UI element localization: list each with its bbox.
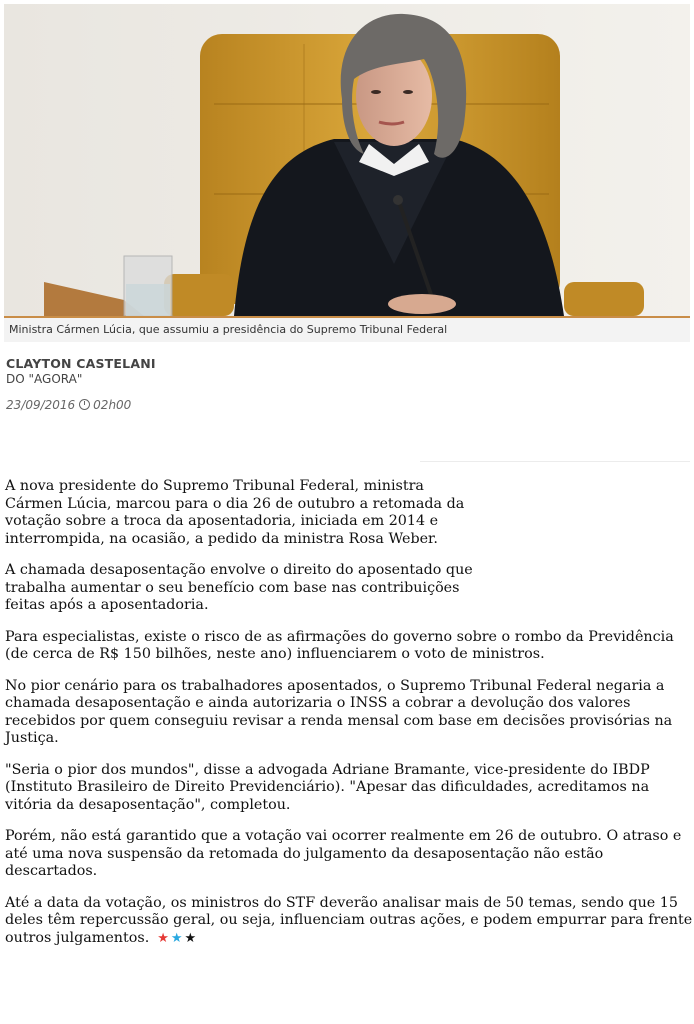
clock-icon xyxy=(79,399,90,410)
article-paragraph: A chamada desaposentação envolve o direito do aposentado que trabalha aumentar o seu benefício com base nas contribuições feitas após a aposentadoria. xyxy=(5,562,473,613)
byline xyxy=(6,356,156,386)
publish-datetime xyxy=(6,398,131,412)
blue-star-icon: ★ xyxy=(170,930,185,946)
article-paragraph-text: Até a data da votação, os ministros do STF deverão analisar mais de 50 temas, sendo que 15 deles têm repercussão geral, ou seja, influenciam outras ações, e podem empurrar para frente outros julgamentos. xyxy=(5,894,693,946)
photo-illustration xyxy=(4,4,690,316)
article-paragraph: Para especialistas, existe o risco de as afirmações do governo sobre o rombo da Previdência (de cerca de R$ 150 bilhões, neste ano) influenciarem o voto de ministros. xyxy=(5,628,674,662)
author-name: CLAYTON CASTELANI xyxy=(6,356,156,371)
photo-caption: Ministra Cármen Lúcia, que assumiu a presidência do Supremo Tribunal Federal xyxy=(9,323,448,336)
article-photo xyxy=(4,4,690,316)
publish-date: 23/09/2016 xyxy=(6,398,76,412)
article-paragraph xyxy=(5,895,693,948)
end-marks xyxy=(157,931,198,946)
publish-time: 02h00 xyxy=(93,398,132,412)
article-paragraph: Porém, não está garantido que a votação vai ocorrer realmente em 26 de outubro. O atraso e até uma nova suspensão da retomada do julgamento da desaposentação não estão descartados. xyxy=(5,828,682,879)
red-star-icon: ★ xyxy=(157,930,171,946)
article-paragraph: "Seria o pior dos mundos", disse a advogada Adriane Bramante, vice-presidente do IBDP (Instituto Brasileiro de Direito Previdenciário). "Apesar das dificuldades, acreditamos na vitória da desaposentação", completou. xyxy=(5,761,650,813)
article-paragraph: A nova presidente do Supremo Tribunal Federal, ministra Cármen Lúcia, marcou para o dia 26 de outubro a retomada da votação sobre a troca da aposentadoria, iniciada em 2014 e interrompida, na ocasião, a pedido da ministra Rosa Weber. xyxy=(5,478,465,547)
author-source: DO "AGORA" xyxy=(6,372,83,386)
article-body xyxy=(5,478,693,961)
black-star-icon: ★ xyxy=(184,930,199,946)
photo-caption-bar xyxy=(4,316,690,342)
article-paragraph: No pior cenário para os trabalhadores aposentados, o Supremo Tribunal Federal negaria a chamada desaposentação e ainda autorizaria o INSS a cobrar a devolução dos valores recebidos por quem conseguiu revisar a renda mensal com base em decisões provisórias na Justiça. xyxy=(5,677,673,746)
divider xyxy=(420,461,690,462)
